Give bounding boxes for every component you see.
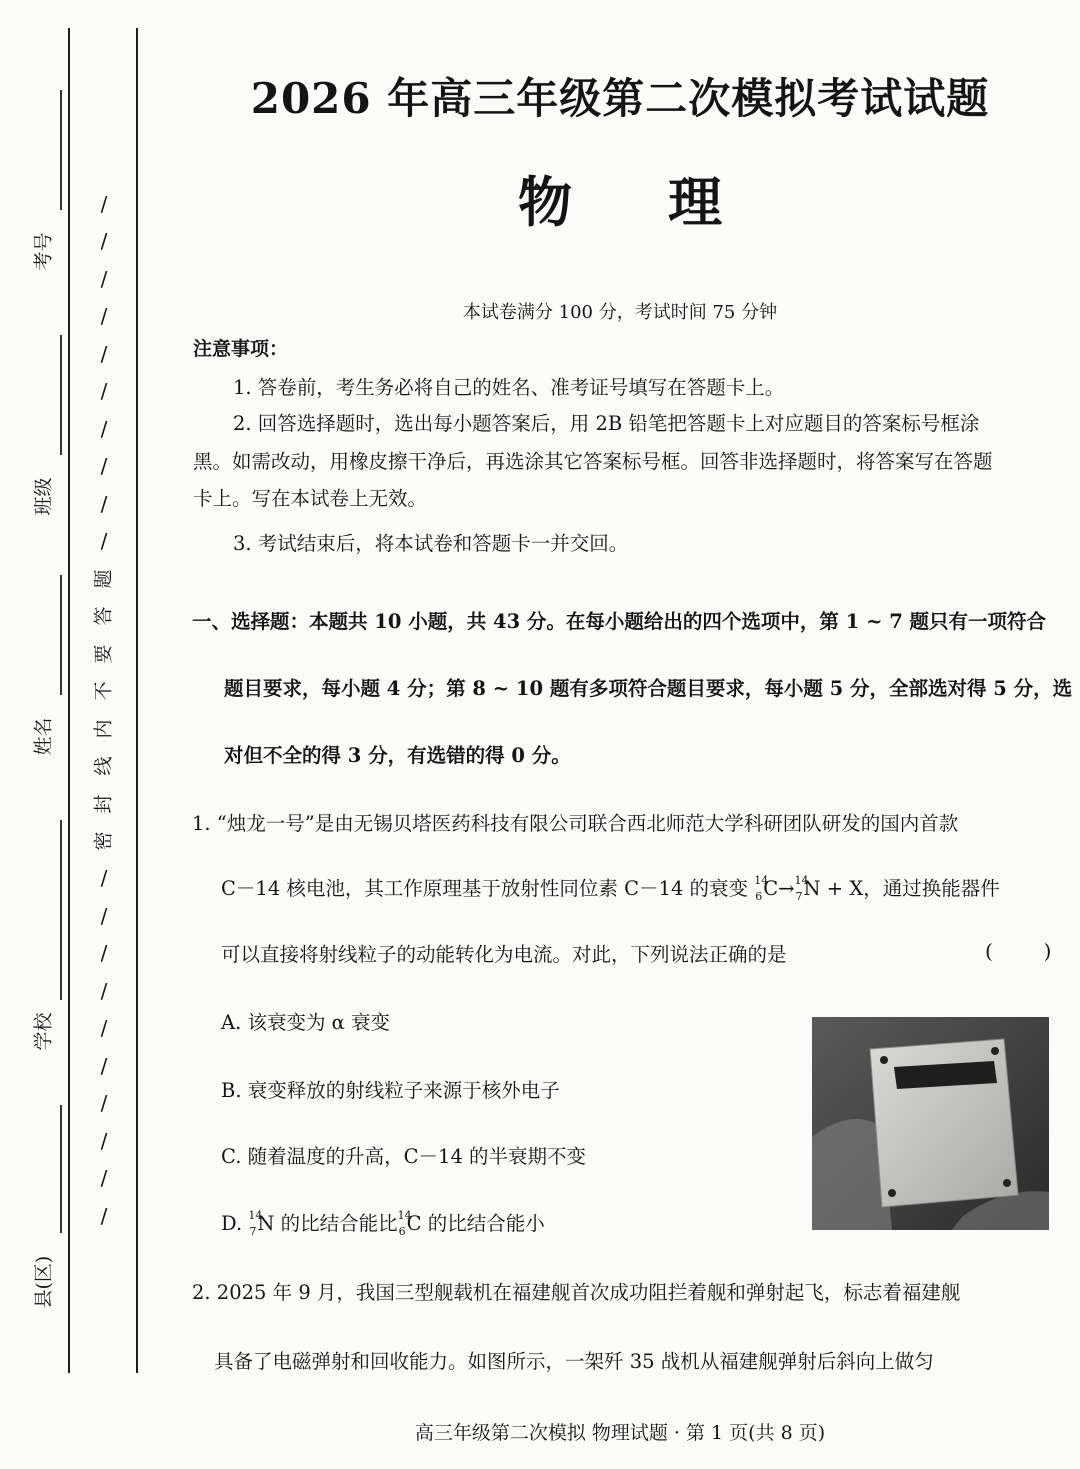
page-footer: 高三年级第二次模拟 物理试题 · 第 1 页(共 8 页) bbox=[414, 1422, 826, 1444]
class-line bbox=[60, 335, 62, 455]
question-1-text: C－14 核电池，其工作原理基于放射性同位素 C－14 的衰变 bbox=[221, 877, 749, 900]
seal-slash: / bbox=[100, 1016, 108, 1041]
seal-slash: / bbox=[100, 454, 108, 479]
subject-title bbox=[160, 160, 1080, 237]
isotope-n14: 14 7 bbox=[794, 873, 809, 903]
subject-char: 理 bbox=[668, 170, 722, 234]
seal-slash: / bbox=[100, 416, 108, 441]
seal-char: 答 bbox=[92, 606, 115, 626]
question-1-text: ，通过换能器件 bbox=[863, 877, 1000, 900]
binding-line-inner bbox=[136, 28, 138, 1373]
seal-slash: / bbox=[100, 1128, 108, 1153]
seal-slash: / bbox=[100, 1203, 108, 1228]
question-2-line: 具备了电磁弹射和回收能力。如图所示，一架歼 35 战机从福建舰弹射后斜向上做匀 bbox=[214, 1350, 934, 1373]
seal-line-text bbox=[84, 190, 124, 1230]
school-line bbox=[60, 820, 62, 1000]
seal-slash: / bbox=[100, 192, 108, 216]
notice-item: 卡上。写在本试卷上无效。 bbox=[193, 487, 428, 510]
seal-char: 密 bbox=[92, 831, 115, 851]
seal-char: 要 bbox=[92, 644, 115, 664]
notice-item: 1. 答卷前，考生务必将自己的姓名、准考证号填写在答题卡上。 bbox=[233, 376, 785, 399]
seal-slash: / bbox=[100, 903, 108, 928]
name-label: 姓名 bbox=[32, 717, 55, 756]
isotope-c14: 14 6 bbox=[397, 1208, 412, 1238]
section-heading: 题目要求，每小题 4 分；第 8 ~ 10 题有多项符合题目要求，每小题 5 分，全部选对得 5 分，选 bbox=[224, 677, 1073, 700]
county-label: 县(区) bbox=[32, 1255, 55, 1309]
answer-bracket[interactable]: ( ) bbox=[985, 939, 1052, 963]
decay-product: N + X bbox=[803, 877, 864, 900]
seal-char: 封 bbox=[92, 793, 115, 814]
seal-char: 线 bbox=[92, 756, 115, 776]
section-heading: 一、选择题：本题共 10 小题，共 43 分。在每小题给出的四个选项中，第 1 ~ 7 题只有一项符合 bbox=[192, 610, 1047, 633]
exam-number-label: 考号 bbox=[32, 232, 55, 271]
question-1-line: 1. “烛龙一号”是由无锡贝塔医药科技有限公司联合西北师范大学科研团队研发的国内首款 bbox=[192, 812, 959, 835]
seal-slash: / bbox=[100, 229, 108, 254]
question-1-equation-line bbox=[221, 873, 1000, 901]
exam-info: 本试卷满分 100 分，考试时间 75 分钟 bbox=[462, 302, 778, 323]
binding-line-outer bbox=[68, 28, 70, 1373]
county-field[interactable] bbox=[22, 1105, 62, 1315]
exam-title: 2026 年高三年级第二次模拟考试试题 bbox=[250, 74, 990, 123]
option-a[interactable]: A. 该衰变为 α 衰变 bbox=[221, 1011, 391, 1034]
seal-slash: / bbox=[100, 978, 108, 1003]
section-heading: 对但不全的得 3 分，有选错的得 0 分。 bbox=[224, 744, 571, 767]
seal-char: 内 bbox=[92, 719, 115, 739]
isotope-c14: 14 6 bbox=[754, 873, 769, 903]
nuclear-battery-photo bbox=[812, 1017, 1049, 1230]
battery-illustration bbox=[812, 1017, 1049, 1230]
seal-slash: / bbox=[100, 341, 108, 366]
seal-slash: / bbox=[100, 1166, 108, 1191]
seal-char: 题 bbox=[92, 569, 115, 589]
seal-slash: / bbox=[100, 491, 108, 516]
notice-heading: 注意事项： bbox=[193, 338, 289, 360]
seal-slash: / bbox=[100, 941, 108, 966]
name-field[interactable] bbox=[22, 575, 62, 755]
option-d[interactable]: D. 14 7 N 的比结合能比 14 6 C 的比结合能小 bbox=[221, 1208, 545, 1238]
school-label: 学校 bbox=[32, 1012, 55, 1051]
option-b[interactable]: B. 衰变释放的射线粒子来源于核外电子 bbox=[221, 1079, 560, 1102]
notice-item: 3. 考试结束后，将本试卷和答题卡一并交回。 bbox=[233, 532, 629, 555]
name-line bbox=[60, 575, 62, 695]
seal-slash: / bbox=[100, 866, 108, 891]
isotope-n14: 14 7 bbox=[248, 1208, 263, 1238]
county-line bbox=[60, 1105, 62, 1233]
option-c[interactable]: C. 随着温度的升高，C－14 的半衰期不变 bbox=[221, 1145, 587, 1168]
seal-slash: / bbox=[100, 1053, 108, 1078]
seal-slash: / bbox=[100, 529, 108, 554]
class-field[interactable] bbox=[22, 335, 62, 515]
notice-item: 2. 回答选择题时，选出每小题答案后，用 2B 铅笔把答题卡上对应题目的答案标号框涂 bbox=[233, 412, 980, 435]
seal-slash: / bbox=[100, 266, 108, 291]
seal-slash: / bbox=[100, 304, 108, 329]
question-1-line: 可以直接将射线粒子的动能转化为电流。对此，下列说法正确的是 bbox=[221, 943, 787, 966]
exam-number-line bbox=[60, 90, 62, 210]
seal-char: 不 bbox=[92, 681, 115, 701]
exam-number-field[interactable] bbox=[22, 90, 62, 290]
notice-item: 黑。如需改动，用橡皮擦干净后，再选涂其它答案标号框。回答非选择题时，将答案写在答题 bbox=[193, 450, 993, 473]
decay-arrow: C→ bbox=[763, 877, 795, 900]
subject-char: 物 bbox=[518, 170, 572, 234]
school-field[interactable] bbox=[22, 820, 62, 1050]
seal-slash: / bbox=[100, 379, 108, 404]
question-2-line: 2. 2025 年 9 月，我国三型舰载机在福建舰首次成功阻拦着舰和弹射起飞，标志着福建舰 bbox=[192, 1281, 961, 1304]
class-label: 班级 bbox=[32, 477, 55, 516]
seal-slash: / bbox=[100, 1091, 108, 1116]
